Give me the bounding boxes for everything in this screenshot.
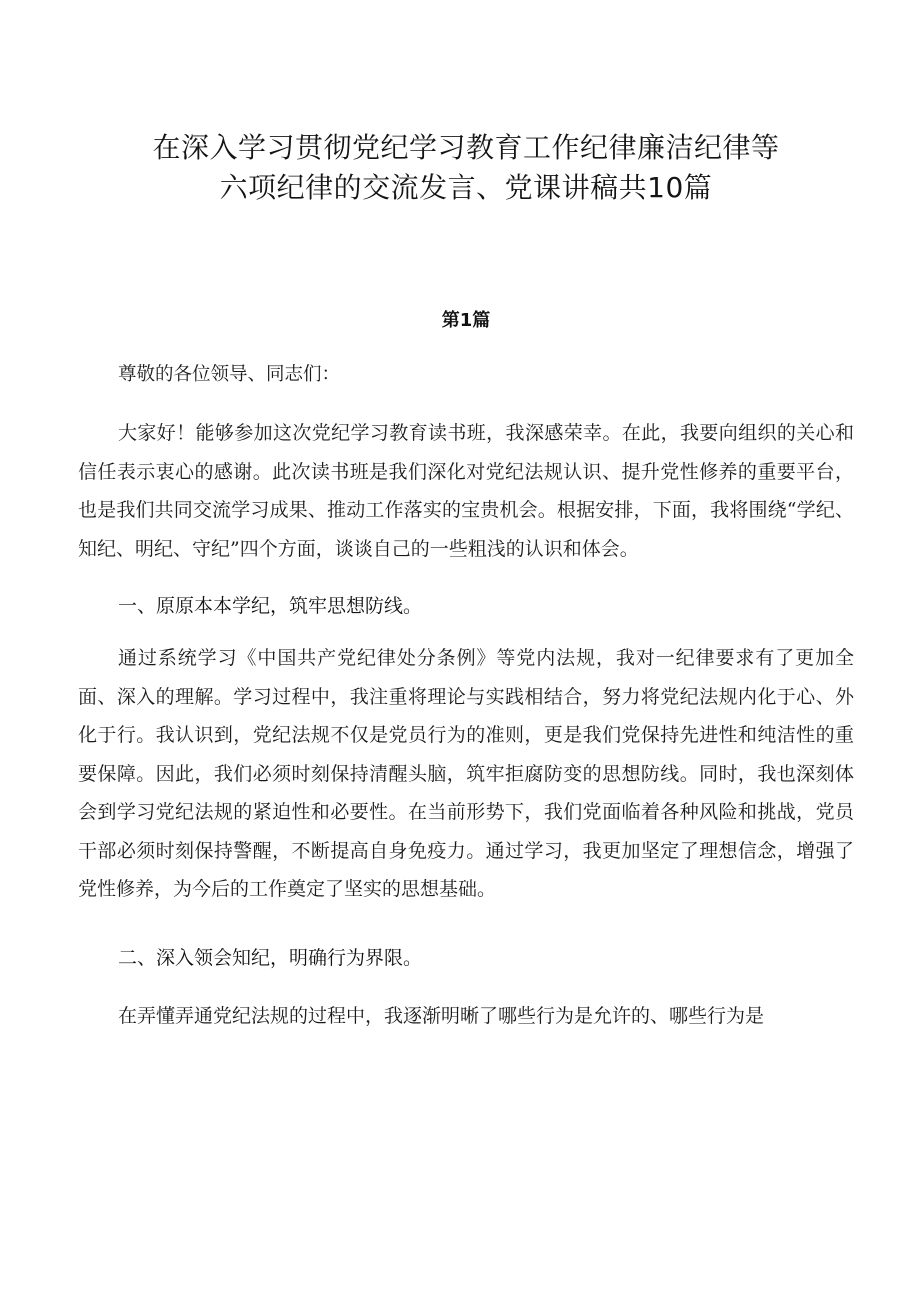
section-heading-1: 一、原原本本学纪，筑牢思想防线。 [118, 595, 423, 617]
body-paragraph-1: 大家好！能够参加这次党纪学习教育读书班，我深感荣幸。在此，我要向组织的关心和信任表示衷心的感谢。此次读书班是我们深化对党纪法规认识、提升党性修养的重要平台，也是我们共同交流学习成果、推动工作落实的宝贵机会。根据安排，下面，我将围绕“学纪、知纪、明纪、守纪”四个方面，谈谈自己的一些粗浅的认识和体会。 [78, 422, 854, 560]
salutation: 尊敬的各位领导、同志们： [118, 364, 341, 385]
document-title [78, 128, 854, 208]
section-heading-2: 二、深入领会知纪，明确行为界限。 [118, 946, 423, 969]
body-paragraph-3: 在弄懂弄通党纪法规的过程中，我逐渐明晰了哪些行为是允许的、哪些行为是 [118, 1004, 765, 1027]
title-line-2: 六项纪律的交流发言、党课讲稿共10篇 [219, 171, 713, 204]
body-paragraph-2: 通过系统学习《中国共产党纪律处分条例》等党内法规，我对一纪律要求有了更加全面、深入的理解。学习过程中，我注重将理论与实践相结合，努力将党纪法规内化于心、外化于行。我认识到，党纪法规不仅是党员行为的准则，更是我们党保持先进性和纯洁性的重要保障。因此，我们必须时刻保持清醒头脑，筑牢拒腐防变的思想防线。同时，我也深刻体会到学习党纪法规的紧迫性和必要性。在当前形势下，我们党面临着各种风险和挑战，党员干部必须时刻保持警醒，不断提高自身免疫力。通过学习，我更加坚定了理想信念，增强了党性修养，为今后的工作奠定了坚实的思想基础。 [78, 647, 854, 900]
title-line-1: 在深入学习贯彻党纪学习教育工作纪律廉洁纪律等 [152, 131, 780, 164]
section-label: 第1篇 [441, 310, 491, 331]
